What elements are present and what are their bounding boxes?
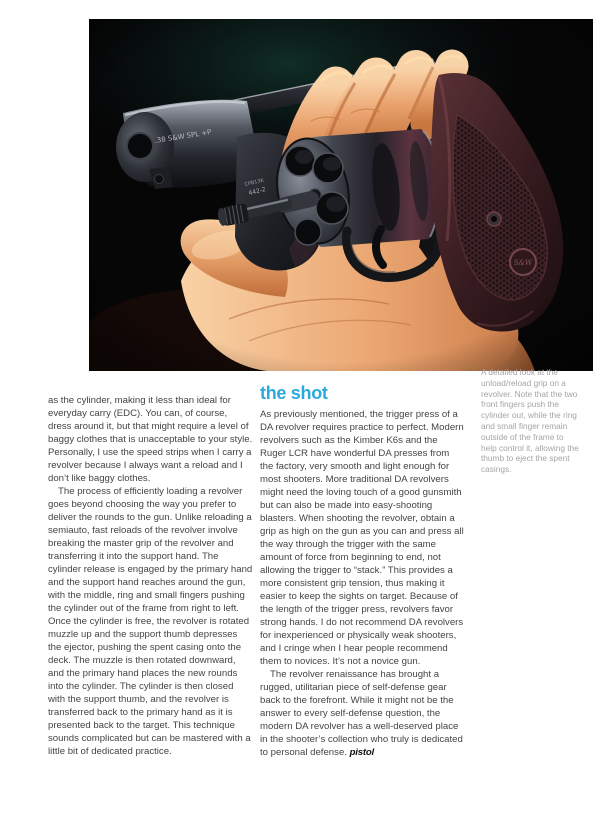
body-paragraph: as the cylinder, making it less than ideal for everyday carry (EDC). You can, of course, dress around it, but that might require a level of baggy clothes that is unacceptable to your style. Personally, I use the speed strips when I carry a revolver because I always want a reload and I don’t like baggy clothes. xyxy=(48,395,253,484)
revolver-photo xyxy=(89,19,593,371)
body-text: The revolver renaissance has brought a rugged, utilitarian piece of self-defense gear back to the forefront. While it might not be the answer to every self-defense question, the modern DA revolver has a well-deserved place in the shooter’s collection who truly is dedicated to personal defense. xyxy=(260,669,463,758)
body-paragraph: The process of efficiently loading a revolver goes beyond choosing the way you prefer to deliver the rounds to the gun. Unlike reloading a semiauto, fast reloads of the revolver involve breaking the master grip of the revolver and transferring it into the support hand. The cylinder release is engaged by the primary hand and the support hand reaches around the gun, with the middle, ring and small fingers pushing the cylinder out of the frame from right to left. Once the cylinder is free, the revolver is rotated muzzle up and the support thumb depresses the ejector, pushing the spent casing onto the deck. The muzzle is then rotated downward, and the primary hand places the new rounds into the cylinder. The cylinder is then closed with the support thumb, and the revolver is transferred back to the primary hand as it is presented back to the target. This technique sounds complicated but can be mastered with a little bit of dedicated practice. xyxy=(48,486,253,757)
section-heading: the shot xyxy=(260,383,328,403)
article-column-right xyxy=(260,384,465,759)
revolver-photo-illustration xyxy=(89,19,593,371)
article-column-left xyxy=(48,394,253,758)
body-paragraph xyxy=(260,668,465,759)
article-end-mark: pistol xyxy=(349,747,374,758)
photo-vignette xyxy=(89,19,593,371)
photo-caption: A detailed look at the unload/reload grip on a revolver. Note that the two front fingers push the cylinder out, while the ring and small finger remain outside of the frame to help control it, allowing the thumb to eject the spent casings. xyxy=(481,367,579,475)
body-paragraph: As previously mentioned, the trigger press of a DA revolver requires practice to perfect. Modern revolvers such as the Kimber K6s and the Ruger LCR have wonderful DA presses from the factory, very smooth and light enough for most shooters. More traditional DA revolvers might need the loving touch of a good gunsmith but can also be made into easy-shooting blasters. When shooting the revolver, obtain a grip as high on the gun as you can and press all the way through the trigger with the same amount of force from beginning to end, not allowing the trigger to “stack.” This provides a more consistent grip tension, thus making it easier to keep the sights on target. Because of the length of the trigger press, revolvers favor strong hands. I do not recommend DA revolvers for inexperienced or physically weak shooters, and I cringe when I hear people recommend them to novices. It’s not a novice gun. xyxy=(260,409,464,667)
